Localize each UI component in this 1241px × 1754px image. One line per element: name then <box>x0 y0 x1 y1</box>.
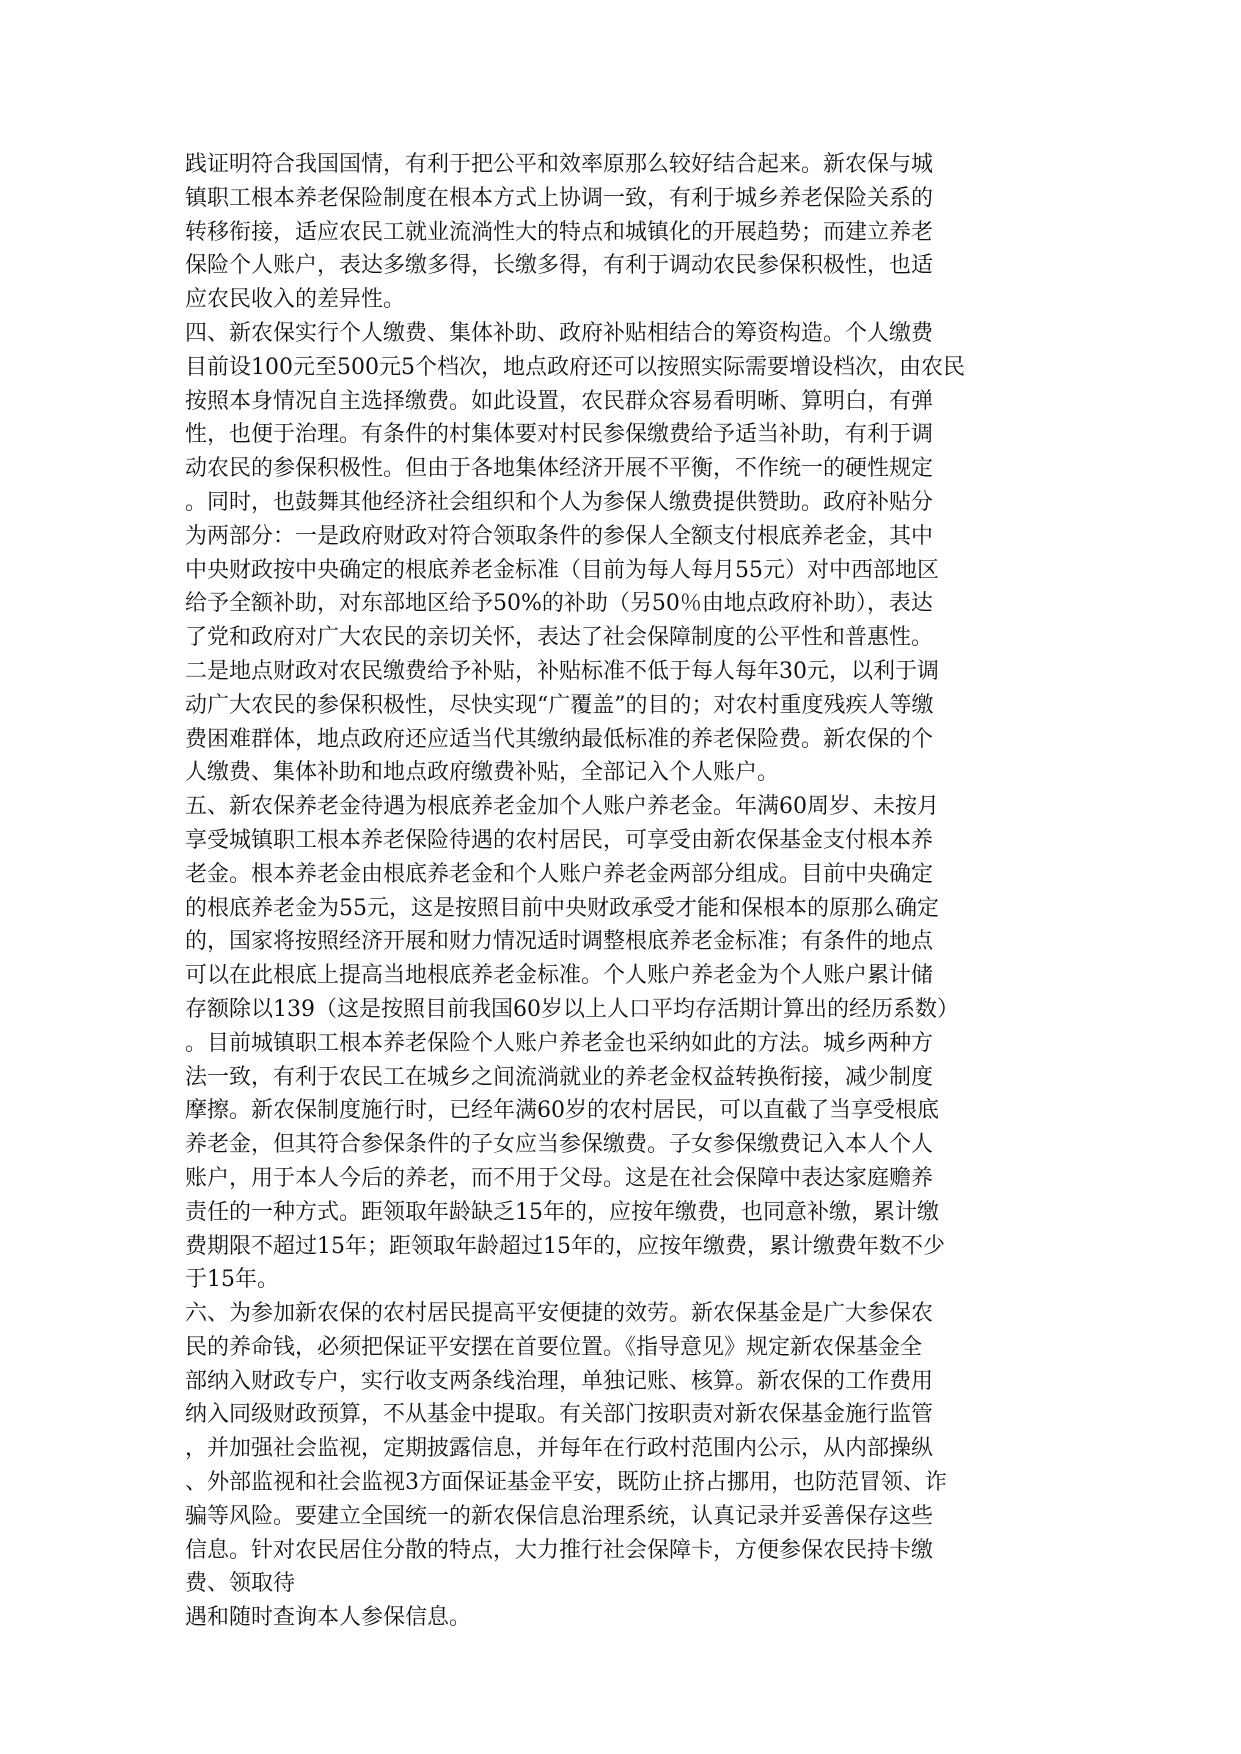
text-line: 六、为参加新农保的农村居民提高平安便捷的效劳。新农保基金是广大参保农 <box>185 1301 934 1327</box>
text-line: 费、领取待 <box>185 1571 296 1597</box>
text-line: 老金。根本养老金由根底养老金和个人账户养老金两部分组成。目前中央确定 <box>185 861 934 887</box>
text-line: 信息。针对农民居住分散的特点，大力推行社会保障卡，方便参保农民持卡缴 <box>185 1537 934 1563</box>
text-line: 镇职工根本养老保险制度在根本方式上协调一致，有利于城乡养老保险关系的 <box>185 185 934 211</box>
text-line: 。同时，也鼓舞其他经济社会组织和个人为参保人缴费提供赞助。政府补贴分 <box>185 489 934 515</box>
text-line: 四、新农保实行个人缴费、集体补助、政府补贴相结合的筹资构造。个人缴费 <box>185 320 934 346</box>
body-text <box>185 148 1085 1635</box>
text-line: 遇和随时查询本人参保信息。 <box>185 1605 472 1631</box>
text-line: 法一致，有利于农民工在城乡之间流淌就业的养老金权益转换衔接，减少制度 <box>185 1064 934 1090</box>
text-line: 骗等风险。要建立全国统一的新农保信息治理系统，认真记录并妥善保存这些 <box>185 1503 934 1529</box>
text-line: 摩擦。新农保制度施行时，已经年满60岁的农村居民，可以直截了当享受根底 <box>185 1098 939 1124</box>
text-line: 人缴费、集体补助和地点政府缴费补贴，全部记入个人账户。 <box>185 760 780 786</box>
text-line: 性，也便于治理。有条件的村集体要对村民参保缴费给予适当补助，有利于调 <box>185 422 934 448</box>
text-line: 责任的一种方式。距领取年龄缺乏15年的，应按年缴费，也同意补缴，累计缴 <box>185 1199 939 1225</box>
text-line: 保险个人账户，表达多缴多得，长缴多得，有利于调动农民参保积极性，也适 <box>185 253 934 279</box>
text-line: 应农民收入的差异性。 <box>185 287 406 313</box>
text-line: 五、新农保养老金待遇为根底养老金加个人账户养老金。年满60周岁、未按月 <box>185 794 939 820</box>
text-line: 动广大农民的参保积极性，尽快实现“广覆盖”的目的；对农村重度残疾人等缴 <box>185 692 934 718</box>
text-line: 于15年。 <box>185 1267 279 1293</box>
text-line: 目前设100元至500元5个档次，地点政府还可以按照实际需要增设档次，由农民 <box>185 354 965 380</box>
text-line: 账户，用于本人今后的养老，而不用于父母。这是在社会保障中表达家庭赡养 <box>185 1165 934 1191</box>
text-line: 可以在此根底上提高当地根底养老金标准。个人账户养老金为个人账户累计储 <box>185 963 934 989</box>
text-line: 、外部监视和社会监视3方面保证基金平安，既防止挤占挪用，也防范冒领、诈 <box>185 1470 947 1496</box>
text-line: 纳入同级财政预算，不从基金中提取。有关部门按职责对新农保基金施行监管 <box>185 1402 934 1428</box>
text-line: ，并加强社会监视，定期披露信息，并每年在行政村范围内公示，从内部操纵 <box>185 1436 934 1462</box>
text-line: 给予全额补助，对东部地区给予50%的补助（另50％由地点政府补助），表达 <box>185 591 933 617</box>
text-line: 费困难群体，地点政府还应适当代其缴纳最低标准的养老保险费。新农保的个 <box>185 726 934 752</box>
text-line: 享受城镇职工根本养老保险待遇的农村居民，可享受由新农保基金支付根本养 <box>185 827 934 853</box>
text-line: 践证明符合我国国情，有利于把公平和效率原那么较好结合起来。新农保与城 <box>185 152 934 177</box>
text-line: 了党和政府对广大农民的亲切关怀，表达了社会保障制度的公平性和普惠性。 <box>185 625 934 651</box>
text-line: 部纳入财政专户，实行收支两条线治理，单独记账、核算。新农保的工作费用 <box>185 1368 934 1394</box>
text-line: 按照本身情况自主选择缴费。如此设置，农民群众容易看明晰、算明白，有弹 <box>185 388 934 414</box>
text-line: 存额除以139（这是按照目前我国60岁以上人口平均存活期计算出的经历系数） <box>185 996 959 1022</box>
text-line: 转移衔接，适应农民工就业流淌性大的特点和城镇化的开展趋势；而建立养老 <box>185 219 934 245</box>
text-line: 为两部分：一是政府财政对符合领取条件的参保人全额支付根底养老金，其中 <box>185 523 934 549</box>
text-line: 二是地点财政对农民缴费给予补贴，补贴标准不低于每人每年30元，以利于调 <box>185 658 939 684</box>
text-line: 民的养命钱，必须把保证平安摆在首要位置。《指导意见》规定新农保基金全 <box>185 1334 923 1360</box>
text-line: 的根底养老金为55元，这是按照目前中央财政承受才能和保根本的原那么确定 <box>185 895 939 921</box>
text-line: 养老金，但其符合参保条件的子女应当参保缴费。子女参保缴费记入本人个人 <box>185 1132 934 1158</box>
text-line: 动农民的参保积极性。但由于各地集体经济开展不平衡，不作统一的硬性规定 <box>185 456 934 482</box>
text-line: 的，国家将按照经济开展和财力情况适时调整根底养老金标准；有条件的地点 <box>185 929 934 955</box>
text-line: 。目前城镇职工根本养老保险个人账户养老金也采纳如此的方法。城乡两种方 <box>185 1030 934 1056</box>
text-line: 费期限不超过15年；距领取年龄超过15年的，应按年缴费，累计缴费年数不少 <box>185 1233 945 1259</box>
text-line: 中央财政按中央确定的根底养老金标准（目前为每人每月55元）对中西部地区 <box>185 557 939 583</box>
